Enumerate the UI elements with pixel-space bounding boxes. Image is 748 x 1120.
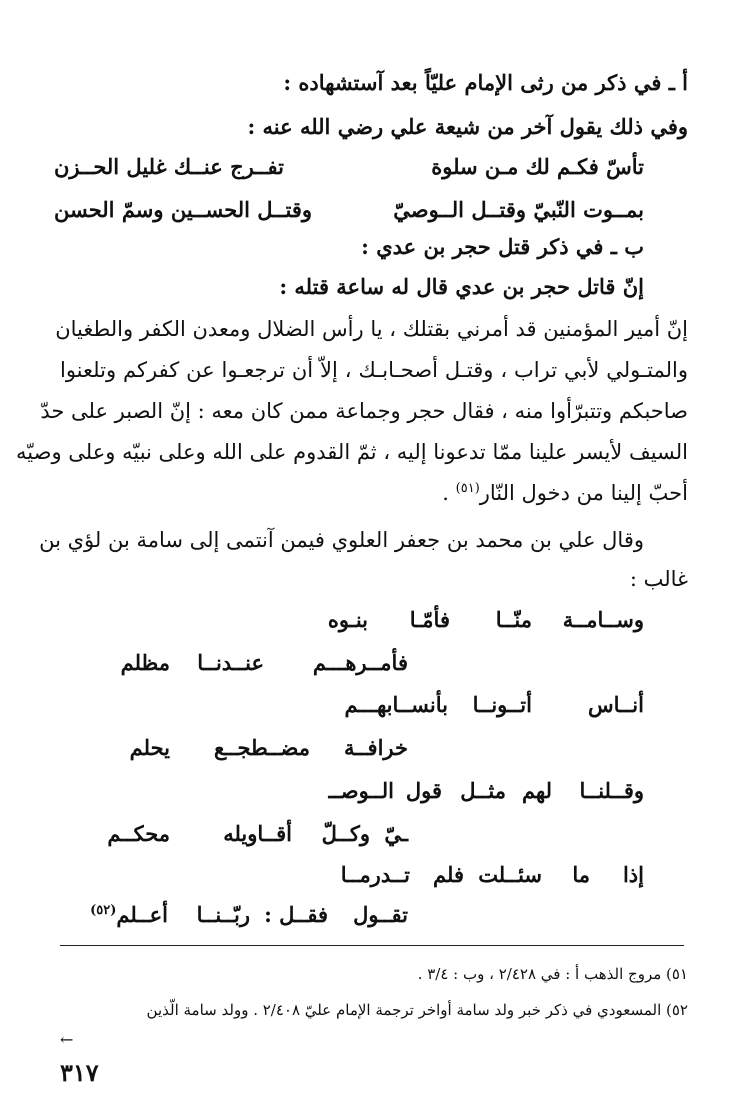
poem2-r1-w3: فأمّـا bbox=[409, 607, 450, 632]
poem2-r4-w1: خرافــة bbox=[343, 735, 408, 760]
narrative-line-3: صاحبكم وتتبرّأوا منه ، فقال حجر وجماعة ممن كان معه : إنّ الصبر على حدّ bbox=[40, 399, 688, 423]
poem2-r7-w2: ما bbox=[572, 862, 590, 887]
poem2-r8-w3: ربّــنــا bbox=[196, 902, 250, 927]
narrative-line-5 bbox=[60, 476, 688, 510]
poem2-r3-w2: أتــونــا bbox=[472, 692, 532, 717]
poem2-r5-w5: الــوصــ bbox=[328, 778, 394, 803]
footnote-52: ٥٢) المسعودي في ذكر خبر ولد سامة أواخر ترجمة الإمام عليّ ٢/٤٠٨ . وولد سامة الّذين bbox=[146, 1001, 688, 1019]
poem2-r5-w3: مثــل bbox=[460, 778, 506, 803]
poem2-r6-w3: أقــاويله bbox=[223, 821, 292, 846]
narrative-line-5-text: أحبّ إلينا من دخول النّار bbox=[479, 481, 688, 505]
poem2-r7-w3: سئــلت bbox=[478, 862, 542, 887]
section-heading-a: أ ـ في ذكر من رثى الإمام عليّاً بعد آستشهاده : bbox=[283, 70, 688, 95]
poem2-r8-w1: تقــول bbox=[353, 902, 408, 927]
narrative-line-2: والمتـولي لأبي تراب ، وقتـل أصحـابـك ، إلاّ أن ترجعـوا عن كفركم وتلعنوا bbox=[60, 358, 688, 382]
poem2-r1-w1: وســامــة bbox=[562, 607, 644, 632]
poem2-r1-w4: بنـوه bbox=[327, 607, 368, 632]
poem2-r7-w5: تــدرمــا bbox=[340, 862, 410, 887]
intro-line: وفي ذلك يقول آخر من شيعة علي رضي الله عنه : bbox=[247, 114, 688, 139]
poem2-r8-w2: فقــل : bbox=[264, 902, 328, 927]
poem2-r5-w4: قول bbox=[405, 778, 442, 803]
poem2-r4-w3: يحلم bbox=[129, 735, 170, 760]
poem2-r8-w4 bbox=[90, 898, 168, 932]
poem2-r3-w1: أنــاس bbox=[587, 692, 644, 717]
poem2-r2-w1: فأمــرهـــم bbox=[312, 650, 408, 675]
narrative-line-5-end: . bbox=[442, 481, 456, 505]
continuation-arrow-icon: ← bbox=[60, 1030, 74, 1049]
poem2-r2-w2: عنــدنــا bbox=[197, 650, 264, 675]
poem2-r2-w3: مظلم bbox=[120, 650, 170, 675]
footnote-ref-51: (٥١) bbox=[455, 481, 480, 496]
section-heading-b: ب ـ في ذكر قتل حجر بن عدي : bbox=[361, 234, 644, 259]
poem1-verse2-first-half: بمــوت النّبيّ وقتــل الــوصيّ bbox=[393, 197, 644, 222]
narrative-intro: إنّ قاتل حجر بن عدي قال له ساعة قتله : bbox=[279, 274, 644, 299]
poem1-verse2-second-half: وقتــل الحســين وسمّ الحسن bbox=[54, 197, 313, 222]
poem1-verse1-first-half: تأسّ فكـم لك مـن سلوة bbox=[431, 154, 644, 179]
narrative-line-4: السيف لأيسر علينا ممّا تدعونا إليه ، ثمّ القدوم على الله وعلى نبيّه وعلى وصيّه bbox=[16, 440, 688, 464]
poem2-r4-w2: مضــطجــع bbox=[213, 735, 310, 760]
poem2-r8-w4-text: أعــلم bbox=[116, 902, 168, 927]
poem1-verse1-second-half: تفــرج عنــك غليل الحــزن bbox=[54, 154, 284, 179]
footnote-ref-52: (٥٢) bbox=[90, 903, 117, 918]
poem2-r5-w1: وقــلنــا bbox=[579, 778, 644, 803]
page-number: ٣١٧ bbox=[60, 1058, 99, 1087]
poem2-r6-w2: وكــلّ bbox=[321, 821, 370, 846]
poem2-r7-w1: إذا bbox=[622, 862, 644, 887]
poem2-r6-w1: ـيّ bbox=[384, 821, 408, 846]
footnote-separator bbox=[60, 945, 684, 946]
footnote-51: ٥١) مروج الذهب أ : في ٢/٤٢٨ ، وب : ٣/٤ . bbox=[417, 965, 688, 983]
poem2-r3-w3: بأنســابهـــم bbox=[344, 692, 448, 717]
poem2-intro-line-2: غالب : bbox=[629, 567, 688, 591]
poem2-r1-w2: منّــا bbox=[495, 607, 532, 632]
poem2-r5-w2: لهم bbox=[521, 778, 552, 803]
poem2-intro-line-1: وقال علي بن محمد بن جعفر العلوي فيمن آنتمى إلى سامة بن لؤي بن bbox=[39, 528, 644, 552]
poem2-r6-w4: محكــم bbox=[107, 821, 170, 846]
poem2-r7-w4: فلم bbox=[433, 862, 464, 887]
narrative-line-1: إنّ أمير المؤمنين قد أمرني بقتلك ، يا رأس الضلال ومعدن الكفر والطغيان bbox=[55, 317, 688, 341]
